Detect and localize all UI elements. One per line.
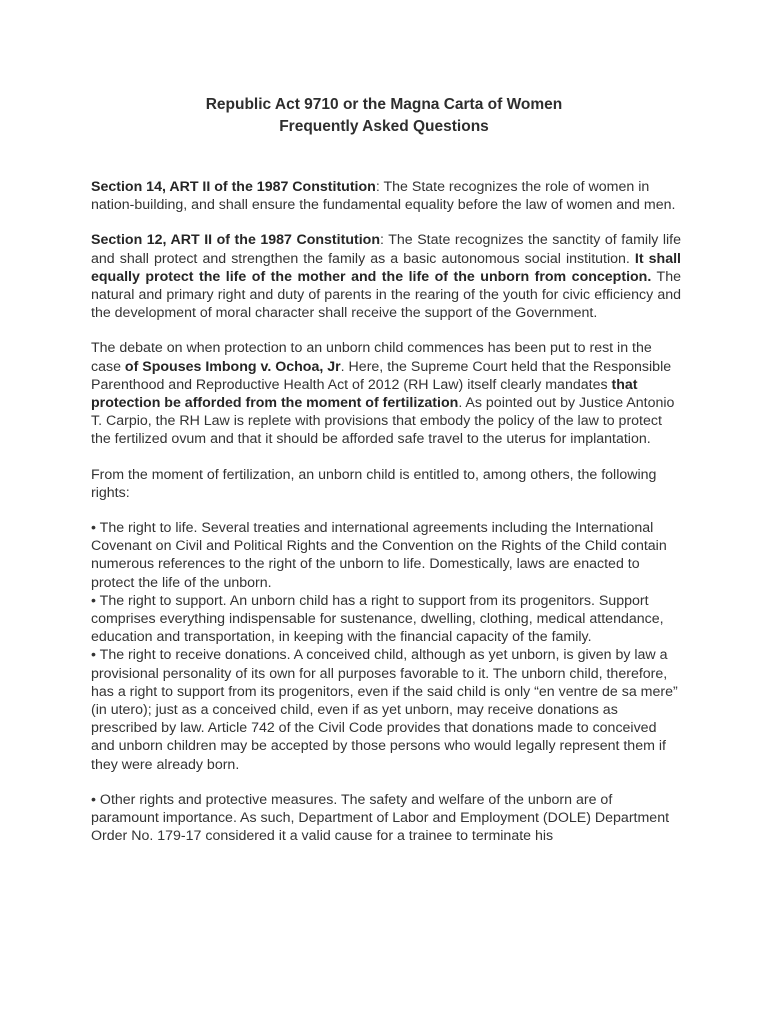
section-14-heading: Section 14, ART II of the 1987 Constitution xyxy=(91,179,376,195)
section-12-text-2: The natural and primary right and duty of parents in the rearing of the youth for civic efficiency and the development of moral character shall receive the support of the Government. xyxy=(91,268,681,322)
title-line-1: Republic Act 9710 or the Magna Carta of Women xyxy=(205,96,563,113)
list-item-right-to-life: • The right to life. Several treaties and international agreements including the International Covenant on Civil and Political Rights and the Convention on the Rights of the Child contain numerous references to the right of the unborn to life. Domestically, laws are enacted to protect the life of the unborn. xyxy=(91,520,667,591)
paragraph-imbong-case xyxy=(91,339,681,448)
imbong-case-name: of Spouses Imbong v. Ochoa, Jr xyxy=(124,358,341,375)
section-12-heading: Section 12, ART II of the 1987 Constitution xyxy=(91,232,380,249)
list-item-right-to-donations: • The right to receive donations. A conceived child, although as yet unborn, is given by law a provisional personality of its own for all purposes favorable to it. The unborn child, therefore, has a right to support from its progenitors, even if the said child is only “en ventre de sa mere” (in utero); just as a conceived child, even if as yet unborn, may receive donations as prescribed by law. Article 742 of the Civil Code provides that donations made to conceived and unborn children may be accepted by those persons who would legally represent them if they were already born. xyxy=(91,647,678,773)
imbong-text-2: . Here, the Supreme Court held that the Responsible Parenthood and Reproductive Health Act of 2012 (RH Law) itself clearly mandates xyxy=(91,358,672,393)
paragraph-other-rights: • Other rights and protective measures. The safety and welfare of the unborn are of paramount importance. As such, Department of Labor and Employment (DOLE) Department Order No. 179-17 considered it a valid cause for a trainee to terminate his xyxy=(91,791,670,845)
section-12-text-1: : The State recognizes the sanctity of family life and shall protect and strengthen the family as a basic autonomous social institution. xyxy=(91,232,681,267)
document-title xyxy=(0,94,768,138)
document-body xyxy=(91,178,681,863)
imbong-emphasis: that protection be afforded from the moment of fertilization xyxy=(91,376,638,412)
imbong-text-3: . As pointed out by Justice Antonio T. Carpio, the RH Law is replete with provisions that embody the policy of the law to protect the fertilized ovum and that it should be afforded safe travel to the uterus for implantation. xyxy=(91,395,675,448)
section-14-text: : The State recognizes the role of women in nation-building, and shall ensure the fundamental equality before the law of women and men. xyxy=(91,179,676,214)
paragraph-section-12 xyxy=(91,231,681,322)
paragraph-rights-intro: From the moment of fertilization, an unborn child is entitled to, among others, the following rights: xyxy=(91,466,657,501)
paragraph-section-14 xyxy=(91,178,681,214)
title-line-2: Frequently Asked Questions xyxy=(279,118,489,135)
rights-list xyxy=(91,519,681,774)
imbong-text-1: The debate on when protection to an unborn child commences has been put to rest in the case xyxy=(91,340,652,375)
list-item-right-to-support: • The right to support. An unborn child has a right to support from its progenitors. Support comprises everything indispensable for sustenance, dwelling, clothing, medical attendance, education and transportation, in keeping with the financial capacity of the family. xyxy=(91,592,664,646)
section-12-emphasis: It shall equally protect the life of the mother and the life of the unborn from conception. xyxy=(91,250,681,285)
